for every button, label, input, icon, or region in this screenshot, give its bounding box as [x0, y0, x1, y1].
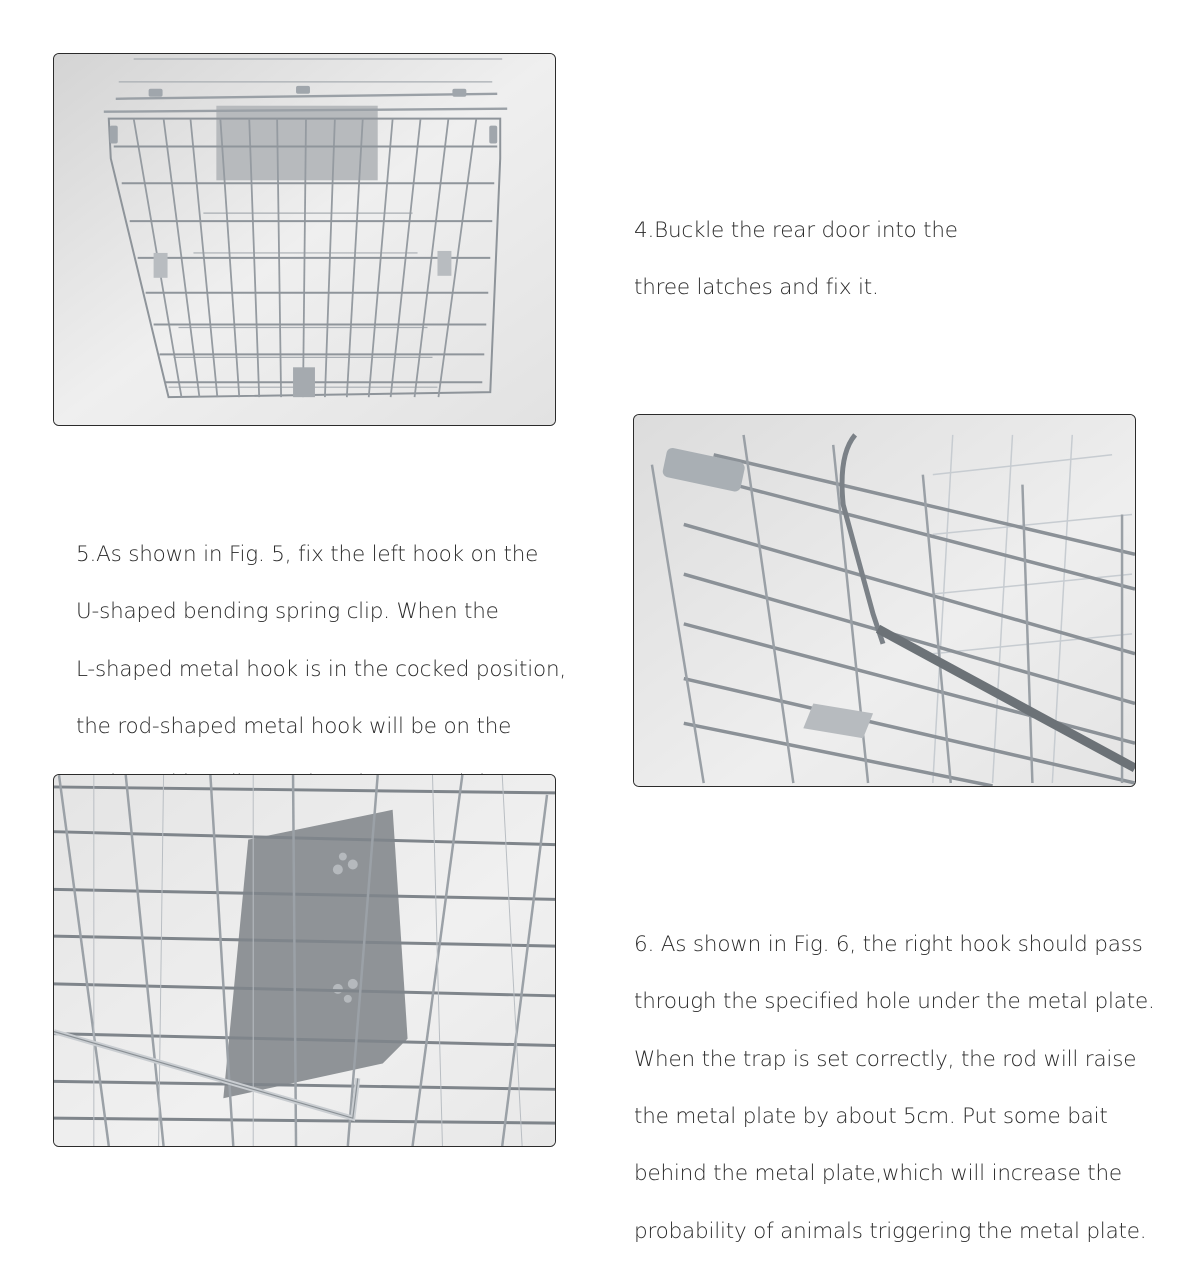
step-6-line-6: probability of animals triggering the metal plate. — [634, 1218, 1147, 1244]
metal-trigger-plate — [223, 810, 407, 1098]
photo-trigger-plate — [53, 774, 556, 1147]
step-6-line-4: the metal plate by about 5cm. Put some bait — [634, 1103, 1108, 1129]
trigger-plate-image — [54, 775, 555, 1146]
latch-center — [296, 86, 310, 94]
step-6-line-2: through the specified hole under the metal plate. — [634, 989, 1155, 1015]
step-6-line-1: 6. As shown in Fig. 6, the right hook should pass — [634, 931, 1143, 957]
step-5-line-3: L-shaped metal hook is in the cocked position, — [76, 656, 567, 682]
latch-right — [452, 89, 466, 97]
step-4-instruction — [634, 188, 1174, 332]
photo-cage-rear-door — [53, 53, 556, 426]
spring-clip-hooks-image — [634, 415, 1135, 786]
step-5-line-2: U-shaped bending spring clip. When the — [76, 599, 499, 625]
cage-rear-door-image — [54, 54, 555, 425]
step-6-line-5: behind the metal plate,which will increase the — [634, 1161, 1122, 1187]
step-6-line-3: When the trap is set correctly, the rod will raise — [634, 1046, 1137, 1072]
latch-left — [149, 89, 163, 97]
step-4-line-1: 4.Buckle the rear door into the — [634, 217, 958, 243]
step-5-line-4: the rod-shaped metal hook will be on the — [76, 713, 512, 739]
photo-spring-clip-hooks — [633, 414, 1136, 787]
step-4-line-2: three latches and fix it. — [634, 275, 879, 301]
trigger-plate — [216, 106, 377, 181]
step-5-line-1: 5.As shown in Fig. 5, fix the left hook on the — [76, 541, 539, 567]
bottom-tab — [293, 367, 315, 397]
step-6-instruction — [634, 902, 1194, 1275]
